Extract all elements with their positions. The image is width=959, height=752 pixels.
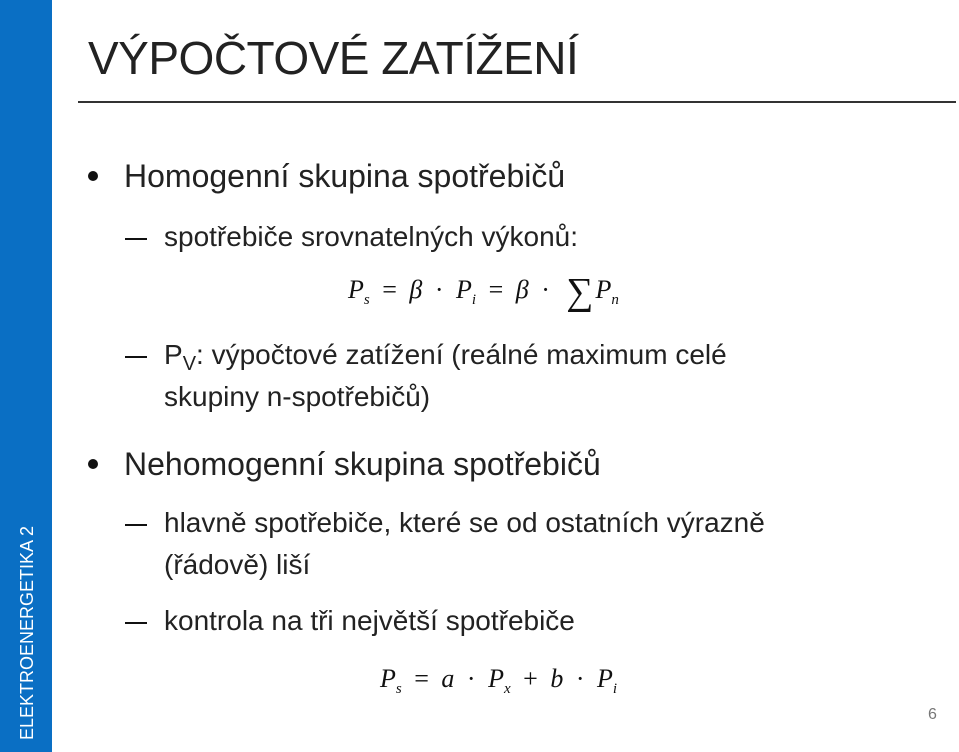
formula-eq: = (382, 275, 397, 304)
formula-p: P (596, 664, 613, 693)
sum-icon: ∑ (566, 271, 594, 313)
formula-dot: · (466, 664, 476, 693)
bullet-dot (88, 171, 98, 181)
pv-subscript: V (182, 353, 197, 375)
bullet-nonhomogeneous: Nehomogenní skupina spotřebičů (124, 446, 601, 482)
formula-homogeneous (348, 270, 619, 314)
side-label: ELEKTROENERGETIKA 2 (17, 525, 37, 740)
formula-p: P (595, 275, 612, 304)
sub-dash (125, 356, 147, 358)
formula-p: P (456, 275, 472, 304)
pv-symbol: P (164, 339, 183, 370)
formula-sub-x: x (503, 681, 511, 697)
formula-p: P (488, 664, 504, 693)
formula-dot: · (541, 275, 550, 304)
formula-dot: · (434, 275, 444, 304)
sub-dash (125, 622, 147, 624)
formula-beta: β (515, 275, 529, 304)
sub-dash (125, 238, 147, 240)
formula-sub-n: n (611, 292, 619, 308)
formula-eq: = (488, 275, 504, 304)
sub-dash (125, 524, 147, 526)
formula-eq: = (414, 664, 429, 693)
bullet-homogeneous: Homogenní skupina spotřebičů (124, 158, 566, 194)
formula-plus: + (523, 664, 538, 693)
page-number: 6 (928, 706, 937, 723)
bullet-dot (88, 459, 98, 469)
formula-p: P (380, 664, 396, 693)
sub-comparable-power: spotřebiče srovnatelných výkonů: (164, 221, 578, 252)
formula-a: a (441, 664, 455, 693)
formula-sub-i: i (471, 292, 477, 308)
sub-design-load (164, 336, 727, 383)
slide-title: VÝPOČTOVÉ ZATÍŽENÍ (88, 32, 579, 84)
pv-description: : výpočtové zatížení (reálné maximum celé (196, 339, 727, 370)
sub-main-appliances-cont: (řádově) liší (164, 549, 311, 580)
formula-nonhomogeneous (380, 664, 617, 698)
side-bar (0, 0, 52, 752)
formula-dot: · (575, 664, 585, 693)
sub-design-load-cont: skupiny n-spotřebičů) (164, 381, 431, 412)
formula-b: b (550, 664, 564, 693)
sub-three-largest: kontrola na tři největší spotřebiče (164, 605, 575, 636)
formula-sub-i: i (612, 681, 618, 697)
formula-beta: β (409, 275, 423, 304)
formula-sub-s: s (363, 292, 370, 308)
formula-sub-s: s (395, 681, 402, 697)
sub-main-appliances: hlavně spotřebiče, které se od ostatních výrazně (164, 507, 765, 538)
title-divider (78, 101, 956, 103)
formula-p: P (348, 275, 364, 304)
